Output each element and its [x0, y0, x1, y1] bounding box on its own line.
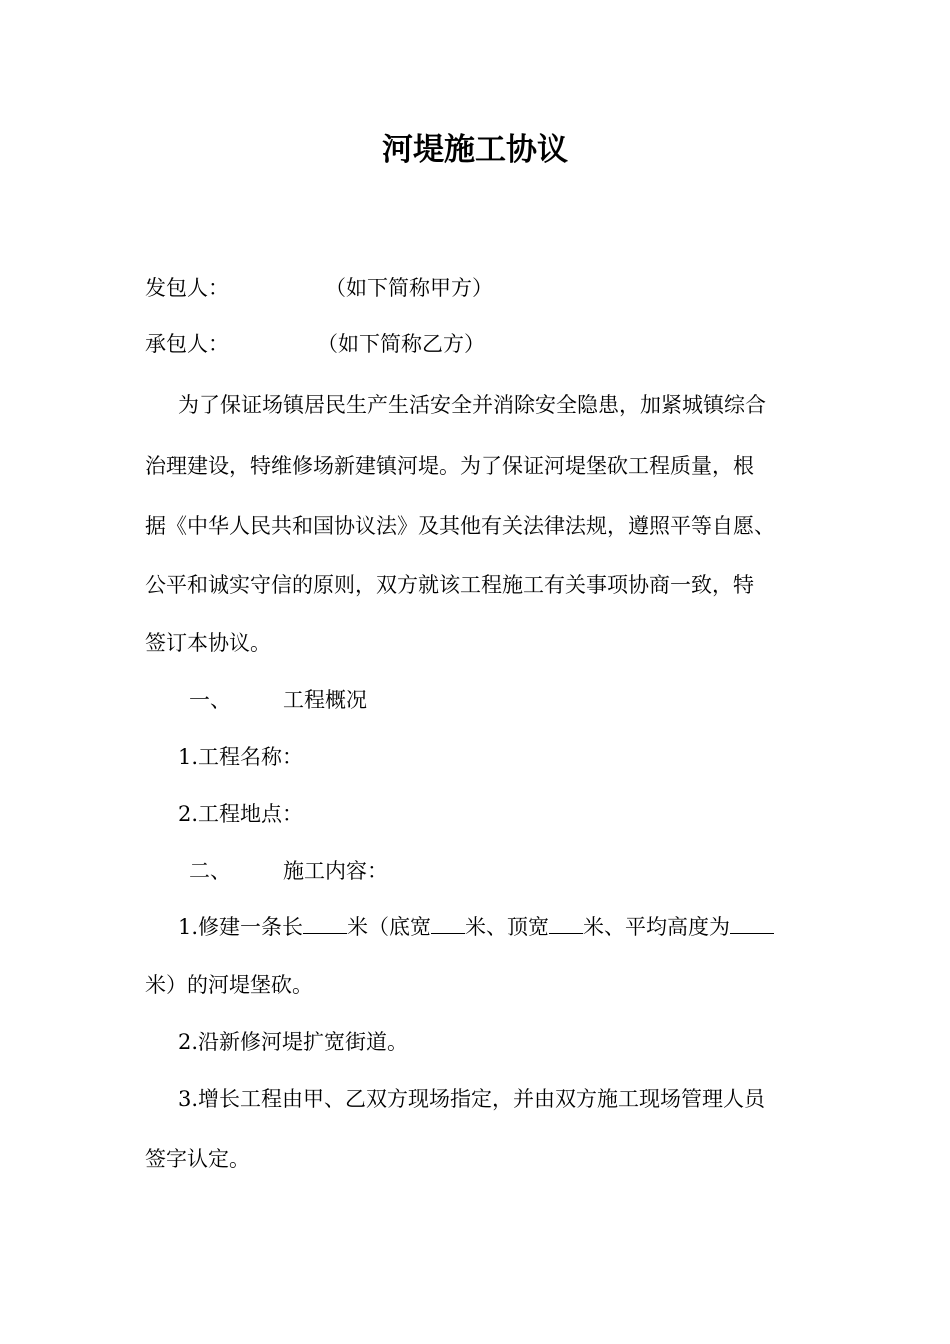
preamble-line-3: 据《中华人民共和国协议法》及其他有关法律法规，遵照平等自愿、: [145, 514, 775, 538]
preamble-line-4: 公平和诚实守信的原则，双方就该工程施工有关事项协商一致，特: [145, 573, 754, 597]
construction-item-1-continuation: 米）的河堤堡砍。: [145, 973, 313, 997]
construction-item-3-continuation: 签字认定。: [145, 1147, 250, 1171]
length-blank: [303, 913, 347, 934]
section-2-title: 施工内容：: [283, 859, 388, 883]
contractor-line: [145, 329, 485, 359]
top-width-blank: [549, 913, 583, 934]
average-height-blank: [730, 913, 774, 934]
section-1-title: 工程概况: [283, 688, 367, 712]
construction-item-3: 3.增长工程由甲、乙双方现场指定，并由双方施工现场管理人员: [178, 1087, 766, 1111]
construction-item-2: 2.沿新修河堤扩宽街道。: [178, 1030, 409, 1054]
construction-item-1-text-a: 1.修建一条长: [178, 915, 304, 939]
employer-note: （如下简称甲方）: [325, 276, 493, 300]
section-1-heading: [189, 685, 367, 715]
contractor-label: 承包人：: [145, 332, 229, 356]
section-2-number: 二、: [189, 859, 231, 883]
project-name-item: 1.工程名称：: [178, 745, 304, 769]
preamble-line-2: 治理建设，特维修场新建镇河堤。为了保证河堤堡砍工程质量，根: [145, 454, 754, 478]
document-title: 河堤施工协议: [382, 132, 568, 168]
construction-item-1-text-d: 米、平均高度为: [583, 915, 731, 939]
employer-label: 发包人：: [145, 276, 229, 300]
preamble-line-5: 签订本协议。: [145, 631, 271, 655]
preamble-line-1: 为了保证场镇居民生产生活安全并消除安全隐患，加紧城镇综合: [178, 393, 766, 417]
section-1-number: 一、: [189, 688, 231, 712]
employer-line: [145, 273, 493, 303]
project-location-item: 2.工程地点：: [178, 802, 304, 826]
contractor-note: （如下简称乙方）: [317, 332, 485, 356]
construction-item-1-text-b: 米（底宽: [347, 915, 432, 939]
section-2-heading: [189, 856, 388, 886]
construction-item-1-text-c: 米、顶宽: [465, 915, 550, 939]
bottom-width-blank: [431, 913, 465, 934]
construction-item-1: [178, 912, 774, 942]
